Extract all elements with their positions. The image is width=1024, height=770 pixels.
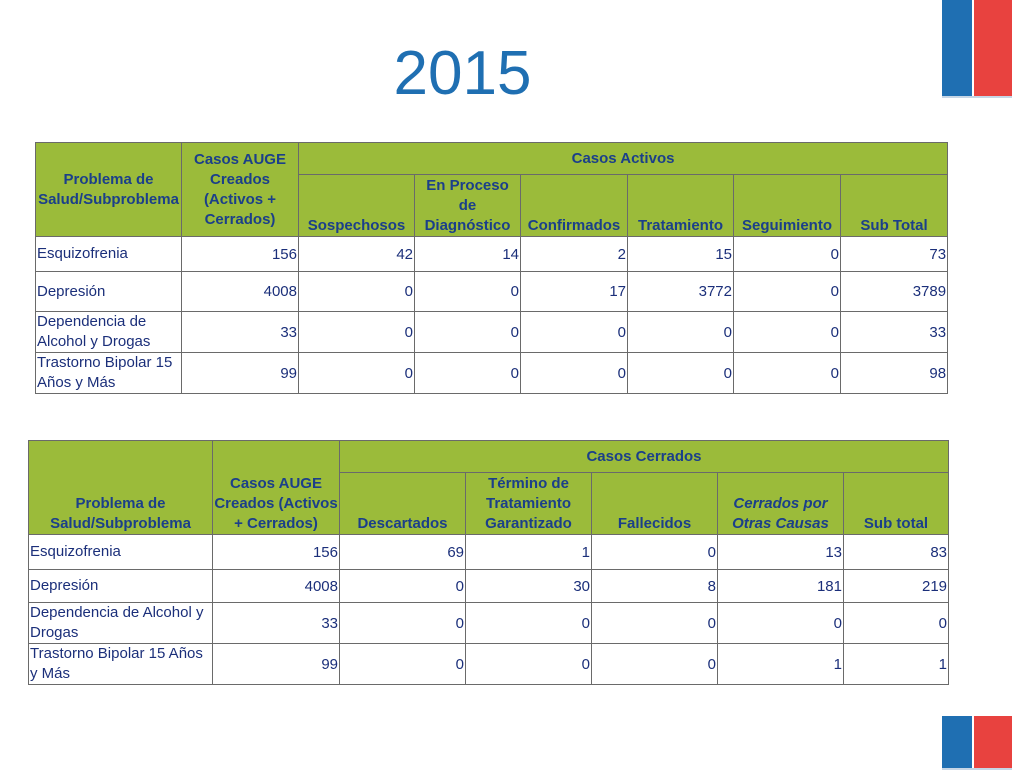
cell: 98 bbox=[841, 353, 948, 394]
row-label: Dependencia de Alcohol y Drogas bbox=[36, 312, 182, 353]
header-tratamiento: Tratamiento bbox=[628, 175, 734, 237]
cell: 0 bbox=[592, 644, 718, 685]
cell: 13 bbox=[718, 535, 844, 570]
cell: 181 bbox=[718, 570, 844, 603]
header-group-closed: Casos Cerrados bbox=[340, 441, 949, 473]
cell: 0 bbox=[340, 570, 466, 603]
flag-red-stripe bbox=[974, 0, 1012, 96]
table-row bbox=[29, 570, 949, 603]
cell: 0 bbox=[521, 312, 628, 353]
table-row bbox=[29, 644, 949, 685]
header-problem: Problema de Salud/Subproblema bbox=[36, 143, 182, 237]
cell: 0 bbox=[734, 272, 841, 312]
cell: 83 bbox=[844, 535, 949, 570]
cell: 8 bbox=[592, 570, 718, 603]
cell: 0 bbox=[734, 237, 841, 272]
flag-decoration-top bbox=[942, 0, 1012, 96]
active-cases-table bbox=[35, 142, 948, 394]
cell: 73 bbox=[841, 237, 948, 272]
cell: 0 bbox=[415, 312, 521, 353]
cell: 15 bbox=[628, 237, 734, 272]
flag-decoration-bottom bbox=[942, 716, 1012, 768]
cell: 1 bbox=[844, 644, 949, 685]
cell: 33 bbox=[841, 312, 948, 353]
row-label: Esquizofrenia bbox=[29, 535, 213, 570]
row-label: Depresión bbox=[29, 570, 213, 603]
flag-blue-stripe bbox=[942, 0, 972, 96]
cell: 0 bbox=[718, 603, 844, 644]
cell: 0 bbox=[466, 603, 592, 644]
cell: 0 bbox=[628, 353, 734, 394]
cell: 0 bbox=[299, 272, 415, 312]
cell: 0 bbox=[592, 603, 718, 644]
header-descartados: Descartados bbox=[340, 473, 466, 535]
cell: 14 bbox=[415, 237, 521, 272]
cell: 3789 bbox=[841, 272, 948, 312]
table-row bbox=[29, 535, 949, 570]
table-row bbox=[36, 312, 948, 353]
cell: 33 bbox=[213, 603, 340, 644]
cell: 0 bbox=[299, 312, 415, 353]
cell: 17 bbox=[521, 272, 628, 312]
header-subtotal: Sub total bbox=[844, 473, 949, 535]
row-label: Trastorno Bipolar 15 Años y Más bbox=[29, 644, 213, 685]
header-auge: Casos AUGE Creados (Activos + Cerrados) bbox=[182, 143, 299, 237]
cell: 0 bbox=[734, 353, 841, 394]
header-subtotal: Sub Total bbox=[841, 175, 948, 237]
header-auge: Casos AUGE Creados (Activos + Cerrados) bbox=[213, 441, 340, 535]
cell: 1 bbox=[718, 644, 844, 685]
table-row bbox=[36, 272, 948, 312]
table-row bbox=[36, 353, 948, 394]
flag-red-stripe bbox=[974, 716, 1012, 768]
cell: 0 bbox=[340, 603, 466, 644]
cell: 0 bbox=[521, 353, 628, 394]
cell: 4008 bbox=[182, 272, 299, 312]
row-label: Depresión bbox=[36, 272, 182, 312]
header-cerrados-otras-causas: Cerrados por Otras Causas bbox=[718, 473, 844, 535]
cell: 156 bbox=[182, 237, 299, 272]
row-label: Trastorno Bipolar 15 Años y Más bbox=[36, 353, 182, 394]
cell: 0 bbox=[844, 603, 949, 644]
header-problem: Problema de Salud/Subproblema bbox=[29, 441, 213, 535]
page-title: 2015 bbox=[393, 39, 532, 108]
cell: 0 bbox=[734, 312, 841, 353]
cell: 0 bbox=[592, 535, 718, 570]
cell: 99 bbox=[182, 353, 299, 394]
cell: 1 bbox=[466, 535, 592, 570]
cell: 0 bbox=[466, 644, 592, 685]
cell: 4008 bbox=[213, 570, 340, 603]
cell: 69 bbox=[340, 535, 466, 570]
cell: 0 bbox=[628, 312, 734, 353]
row-label: Dependencia de Alcohol y Drogas bbox=[29, 603, 213, 644]
cell: 0 bbox=[340, 644, 466, 685]
cell: 0 bbox=[299, 353, 415, 394]
cell: 0 bbox=[415, 272, 521, 312]
table-row bbox=[29, 603, 949, 644]
cell: 30 bbox=[466, 570, 592, 603]
header-group-active: Casos Activos bbox=[299, 143, 948, 175]
closed-cases-table bbox=[28, 440, 949, 685]
header-en-proceso: En Proceso de Diagnóstico bbox=[415, 175, 521, 237]
cell: 33 bbox=[182, 312, 299, 353]
header-confirmados: Confirmados bbox=[521, 175, 628, 237]
cell: 2 bbox=[521, 237, 628, 272]
cell: 3772 bbox=[628, 272, 734, 312]
flag-blue-stripe bbox=[942, 716, 972, 768]
cell: 42 bbox=[299, 237, 415, 272]
header-termino-tratamiento: Término de Tratamiento Garantizado bbox=[466, 473, 592, 535]
header-fallecidos: Fallecidos bbox=[592, 473, 718, 535]
cell: 0 bbox=[415, 353, 521, 394]
header-seguimiento: Seguimiento bbox=[734, 175, 841, 237]
cell: 99 bbox=[213, 644, 340, 685]
cell: 156 bbox=[213, 535, 340, 570]
cell: 219 bbox=[844, 570, 949, 603]
row-label: Esquizofrenia bbox=[36, 237, 182, 272]
table-row bbox=[36, 237, 948, 272]
header-sospechosos: Sospechosos bbox=[299, 175, 415, 237]
